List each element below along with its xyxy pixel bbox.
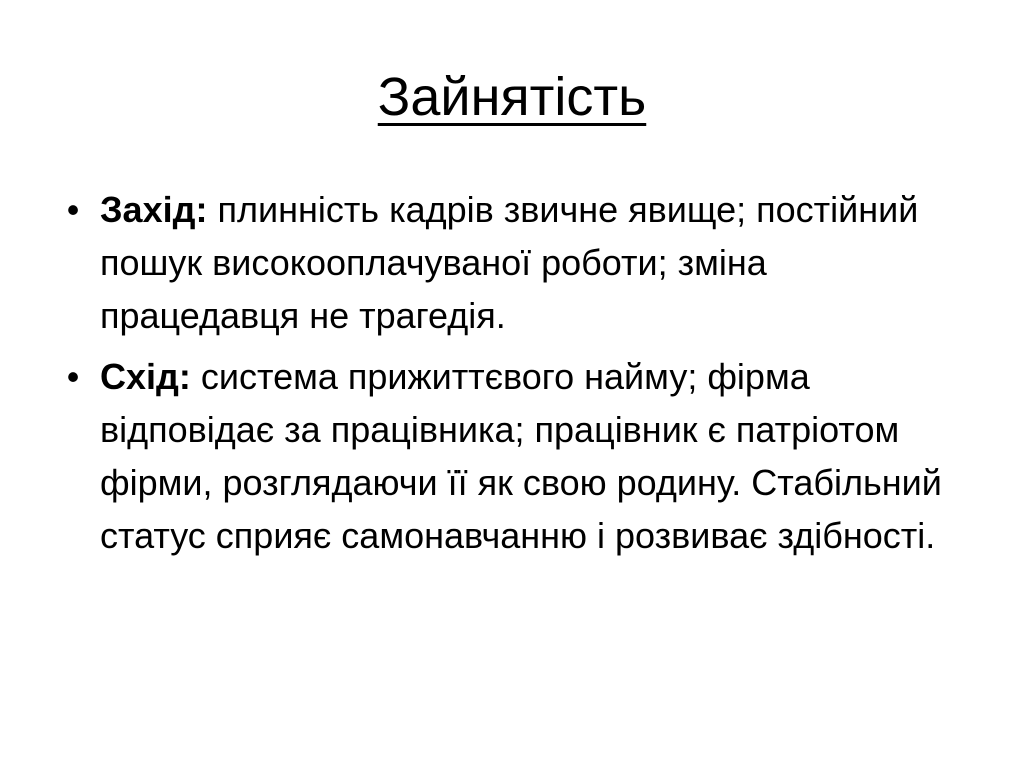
bullet-text-west: плинність кадрів звичне явище; постійний пошук високооплачуваної роботи; зміна працедавця не трагедія. — [100, 189, 919, 336]
slide-title — [0, 62, 1024, 132]
bullet-dot-icon: • — [66, 356, 80, 397]
bullet-label-east: Схід: — [100, 356, 191, 397]
bullet-list — [50, 183, 950, 570]
bullet-label-west: Захід: — [100, 189, 208, 230]
bullet-item-west — [50, 183, 950, 342]
slide-title-text: Зайнятість — [377, 67, 647, 127]
bullet-dot-icon: • — [66, 189, 80, 230]
bullet-item-east — [50, 350, 950, 562]
bullet-text-east: система прижиттєвого найму; фірма відповідає за працівника; працівник є патріотом фірми, розглядаючи її як свою родину. Стабільний статус сприяє самонавчанню і розвиває здібності. — [100, 356, 942, 556]
